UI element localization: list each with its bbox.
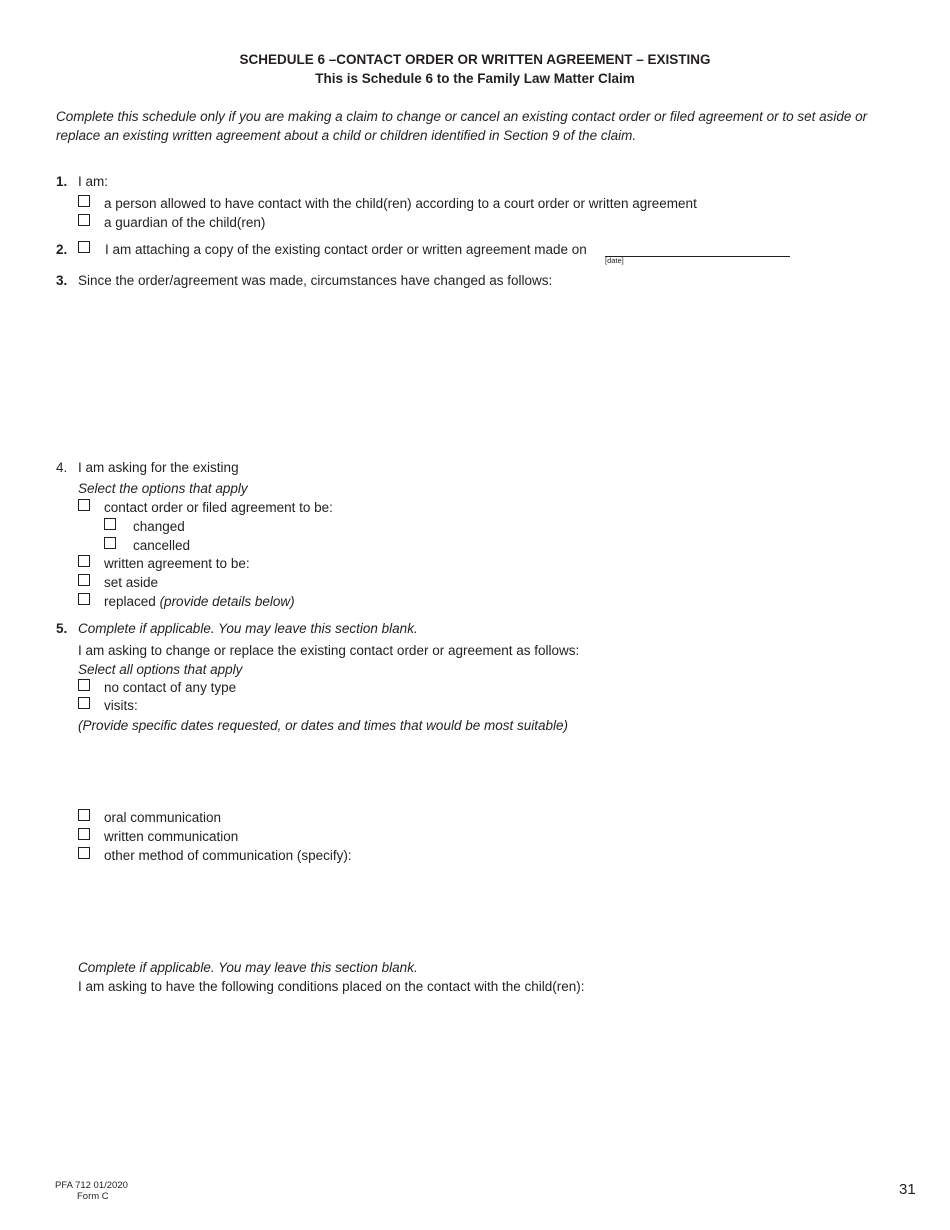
checkbox-contact-person[interactable] [78,195,90,207]
section-2-number: 2. [56,242,68,257]
option-contact-order: contact order or filed agreement to be: [104,500,333,515]
checkbox-other-communication[interactable] [78,847,90,859]
schedule-title: SCHEDULE 6 –CONTACT ORDER OR WRITTEN AGREEMENT – EXISTING [239,52,711,67]
attach-copy-text: I am attaching a copy of the existing contact order or written agreement made on [105,242,587,257]
checkbox-set-aside[interactable] [78,574,90,586]
schedule-subtitle: This is Schedule 6 to the Family Law Matter Claim [315,71,635,86]
change-replace-text: I am asking to change or replace the existing contact order or agreement as follows: [78,643,580,658]
section-5-number: 5. [56,621,68,636]
page-number: 31 [899,1181,916,1198]
checkbox-written-agreement[interactable] [78,555,90,567]
conditions-text: I am asking to have the following conditions placed on the contact with the child(ren): [78,979,585,994]
date-field-line[interactable] [605,256,790,257]
section-3-number: 3. [56,273,68,288]
option-written-communication: written communication [104,829,239,844]
option-written-agreement: written agreement to be: [104,556,250,571]
section-1-label: I am: [78,174,109,189]
section-1-number: 1. [56,174,68,189]
asking-existing-text: I am asking for the existing [78,460,239,475]
form-code: PFA 712 01/2020 [55,1180,128,1191]
date-field-label: [date] [605,256,624,265]
checkbox-replaced[interactable] [78,593,90,605]
option-contact-person: a person allowed to have contact with the child(ren) according to a court order or written agreement [104,196,697,211]
conditions-instruction: Complete if applicable. You may leave this section blank. [78,960,418,975]
option-visits: visits: [104,698,138,713]
checkbox-cancelled[interactable] [104,537,116,549]
option-replaced: replaced (provide details below) [104,594,295,609]
option-changed: changed [133,519,185,534]
checkbox-contact-order[interactable] [78,499,90,511]
checkbox-changed[interactable] [104,518,116,530]
circumstances-text: Since the order/agreement was made, circumstances have changed as follows: [78,273,553,288]
intro-instructions: Complete this schedule only if you are making a claim to change or cancel an existing contact order or filed agreement or to set aside or replace an existing written agreement about a child or children identified in Section 9 of the claim. [56,109,868,143]
option-oral-communication: oral communication [104,810,222,825]
option-cancelled: cancelled [133,538,191,553]
checkbox-oral-communication[interactable] [78,809,90,821]
option-other-communication: other method of communication (specify): [104,848,352,863]
replaced-note: (provide details below) [159,594,295,609]
section-4-number: 4. [56,460,68,475]
checkbox-written-communication[interactable] [78,828,90,840]
checkbox-guardian[interactable] [78,214,90,226]
checkbox-attach-copy[interactable] [78,241,90,253]
form-name: Form C [77,1191,109,1202]
visits-note: (Provide specific dates requested, or dates and times that would be most suitable) [78,718,569,733]
option-guardian: a guardian of the child(ren) [104,215,266,230]
section-5-instruction: Complete if applicable. You may leave this section blank. [78,621,418,636]
checkbox-visits[interactable] [78,697,90,709]
checkbox-no-contact[interactable] [78,679,90,691]
select-all-instruction: Select all options that apply [78,662,243,677]
option-set-aside: set aside [104,575,159,590]
select-options-instruction: Select the options that apply [78,481,248,496]
option-no-contact: no contact of any type [104,680,237,695]
